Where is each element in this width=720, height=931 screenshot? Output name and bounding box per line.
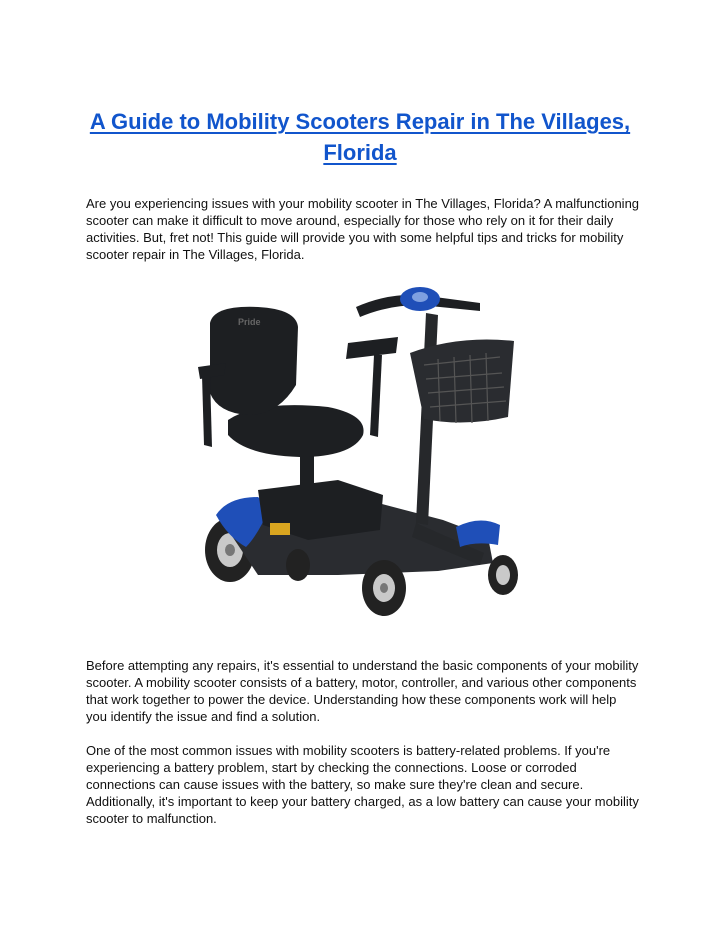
page-title (80, 106, 640, 168)
front-right-wheel (488, 555, 518, 595)
rear-right-wheel (286, 549, 310, 581)
intro-paragraph: Are you experiencing issues with your mobility scooter in The Villages, Florida? A malfunctioning scooter can make it difficult to move around, especially for those who rely on it for their daily activities. But, fret not! This guide will provide you with some helpful tips and tricks for mobility scooter repair in The Villages, Florida. (86, 196, 640, 262)
seat-brand-label: Pride (238, 317, 261, 327)
components-paragraph: Before attempting any repairs, it's essential to understand the basic components of your mobility scooter. A mobility scooter consists of a battery, motor, controller, and various other components that work together to power the device. Understanding how these components work will help you identify the issue and find a solution. (86, 658, 639, 724)
battery-paragraph: One of the most common issues with mobility scooters is battery-related problems. If you're experiencing a battery problem, start by checking the connections. Loose or corroded connections can cause issues with the battery, so make sure they're clean and secure. Additionally, it's important to keep your battery charged, as a low battery can cause your mobility scooter to malfunction. (86, 743, 639, 826)
title-link[interactable]: A Guide to Mobility Scooters Repair in The Villages, Florida (89, 109, 631, 165)
front-basket (410, 340, 514, 424)
mobility-scooter-image (188, 275, 533, 620)
front-left-wheel (362, 560, 406, 616)
